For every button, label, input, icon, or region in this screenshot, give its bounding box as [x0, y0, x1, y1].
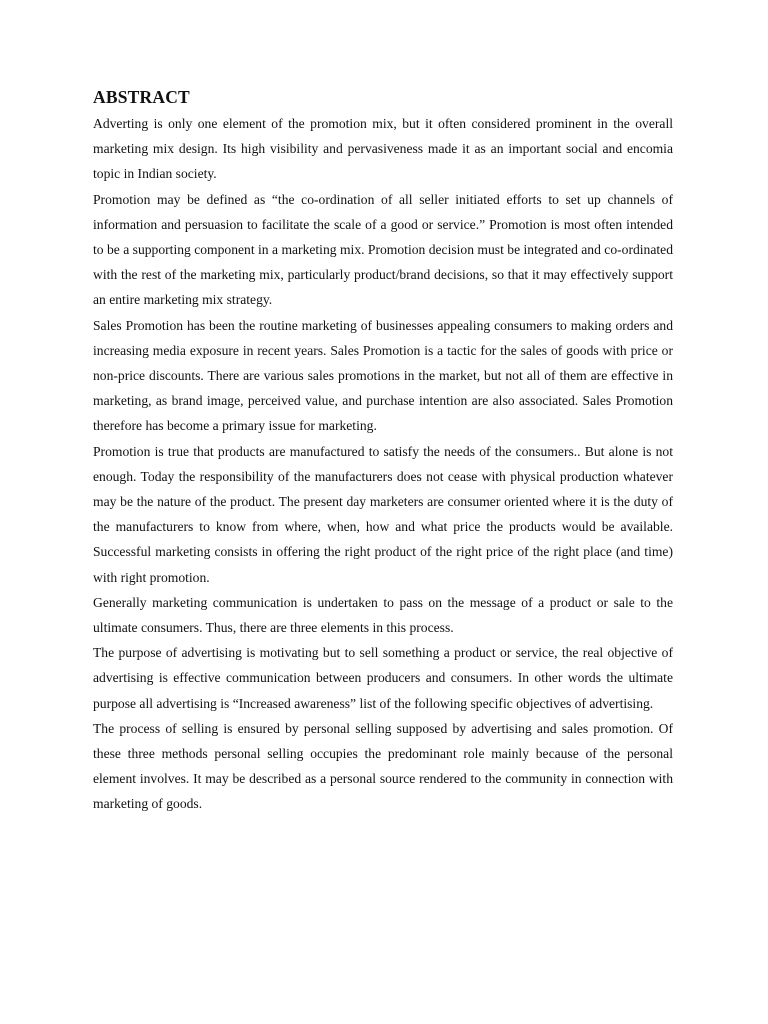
- abstract-paragraph-2: Promotion may be defined as “the co-ordination of all seller initiated efforts to set up channels of information and persuasion to facilitate the scale of a good or service.” Promotion is most often intended to be a supporting component in a marketing mix. Promotion decision must be integrated and co-ordinated with the rest of the marketing mix, particularly product/brand decisions, so that it may effectively support an entire marketing mix strategy.: [93, 191, 673, 308]
- abstract-paragraph-5: Generally marketing communication is undertaken to pass on the message of a product or sale to the ultimate consumers. Thus, there are three elements in this process.: [93, 594, 673, 636]
- abstract-paragraph-6: The purpose of advertising is motivating but to sell something a product or service, the real objective of advertising is effective communication between producers and consumers. In other words the ultimate purpose all advertising is “Increased awareness” list of the following specific objectives of advertising.: [93, 645, 673, 711]
- abstract-heading: ABSTRACT: [93, 87, 190, 107]
- abstract-paragraph-3: Sales Promotion has been the routine marketing of businesses appealing consumers to making orders and increasing media exposure in recent years. Sales Promotion is a tactic for the sales of goods with price or non-price discounts. There are various sales promotions in the market, but not all of them are effective in marketing, as brand image, perceived value, and purchase intention are also associated. Sales Promotion therefore has become a primary issue for marketing.: [93, 317, 673, 434]
- abstract-paragraph-1: Adverting is only one element of the promotion mix, but it often considered prominent in the overall marketing mix design. Its high visibility and pervasiveness made it as an important social and encomia topic in Indian society.: [93, 116, 673, 182]
- abstract-paragraph-4: Promotion is true that products are manufactured to satisfy the needs of the consumers.. But alone is not enough. Today the responsibility of the manufacturers does not cease with physical production whatever may be the nature of the product. The present day marketers are consumer oriented where it is the duty of the manufacturers to know from where, when, how and what price the products would be available. Successful marketing consists in offering the right product of the right price of the right place (and time) with right promotion.: [93, 443, 673, 585]
- abstract-paragraph-7: The process of selling is ensured by personal selling supposed by advertising and sales promotion. Of these three methods personal selling occupies the predominant role mainly because of the personal element involves. It may be described as a personal source rendered to the community in connection with marketing of goods.: [93, 720, 673, 812]
- abstract-section: [93, 86, 673, 817]
